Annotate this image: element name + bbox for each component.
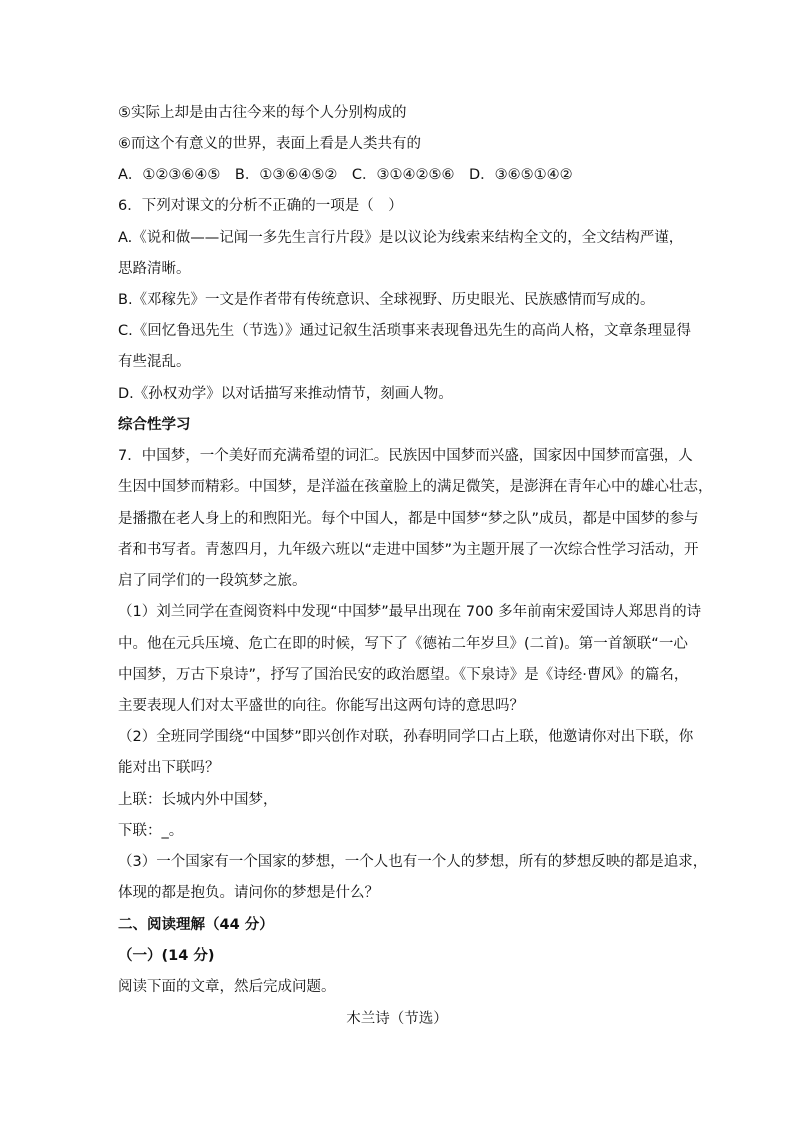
couplet-first-line: 上联：长城内外中国梦，: [118, 792, 278, 808]
question-7-1-line-4: 主要表现人们对太平盛世的向往。你能写出这两句诗的意思吗？: [118, 698, 524, 714]
reading-instruction: 阅读下面的文章，然后完成问题。: [118, 979, 336, 995]
section-heading-reading: 二、阅读理解（44 分）: [118, 917, 274, 933]
question-6-option-b: B.《邓稼先》一文是作者带有传统意识、全球视野、历史眼光、民族感情而写成的。: [118, 292, 655, 308]
question-7-2-line-1: （2）全班同学围绕“中国梦”即兴创作对联，孙春明同学口占上联，他邀请你对出下联，你: [118, 729, 694, 745]
question-7-1-line-3: 中国梦，万古下泉诗”，抒写了国治民安的政治愿望。《下泉诗》是《诗经·曹风》的篇名，: [118, 667, 689, 683]
question-7-para-line-5: 启了同学们的一段筑梦之旅。: [118, 573, 307, 589]
couplet-second-line: 下联：_。: [118, 823, 184, 839]
sentence-option-5: ⑤实际上却是由古往今来的每个人分别构成的: [118, 105, 407, 121]
section-heading-comprehensive: 综合性学习: [118, 417, 191, 433]
question-6-option-a: A.《说和做——记闻一多先生言行片段》是以议论为线索来结构全文的，全文结构严谨，: [118, 230, 684, 246]
question-5-choices: A．①②③⑥④⑤ B．①③⑥④⑤② C．③①④②⑤⑥ D．③⑥⑤①④②: [118, 167, 573, 183]
question-6-option-c-cont: 有些混乱。: [118, 354, 191, 370]
question-7-3-line-1: （3）一个国家有一个国家的梦想，一个人也有一个人的梦想，所有的梦想反映的都是追求，: [118, 854, 708, 870]
question-6-option-d: D.《孙权劝学》以对话描写来推动情节，刻画人物。: [118, 386, 453, 402]
question-7-para-line-3: 是播撒在老人身上的和煦阳光。每个中国人，都是中国梦“梦之队”成员，都是中国梦的参与: [118, 511, 699, 527]
question-7-1-line-1: （1）刘兰同学在查阅资料中发现“中国梦”最早出现在 700 多年前南宋爱国诗人郑思肖的诗: [118, 604, 702, 620]
question-7-para-line-1: 7．中国梦，一个美好而充满希望的词汇。民族因中国梦而兴盛，国家因中国梦而富强，人: [118, 448, 693, 464]
question-7-2-line-2: 能对出下联吗？: [118, 760, 220, 776]
question-7-para-line-4: 者和书写者。青葱四月，九年级六班以“走进中国梦”为主题开展了一次综合性学习活动，开: [118, 542, 699, 558]
question-6-stem: 6．下列对课文的分析不正确的一项是（ ）: [118, 198, 403, 214]
question-7-1-line-2: 中。他在元兵压境、危亡在即的时候，写下了《德祐二年岁旦》(二首)。第一首颔联“一心: [118, 636, 688, 652]
sentence-option-6: ⑥而这个有意义的世界，表面上看是人类共有的: [118, 136, 421, 152]
poem-title: 木兰诗（节选）: [346, 1011, 448, 1027]
question-6-option-c: C.《回忆鲁迅先生（节选）》通过记叙生活琐事来表现鲁迅先生的高尚人格，文章条理显得: [118, 323, 691, 339]
question-7-3-line-2: 体现的都是抱负。请问你的梦想是什么？: [118, 885, 379, 901]
question-7-para-line-2: 生因中国梦而精彩。中国梦，是洋溢在孩童脸上的满足微笑，是澎湃在青年心中的雄心壮志，: [118, 479, 713, 495]
question-6-option-a-cont: 思路清晰。: [118, 261, 191, 277]
subsection-heading-one: （一）(14 分): [118, 948, 215, 964]
